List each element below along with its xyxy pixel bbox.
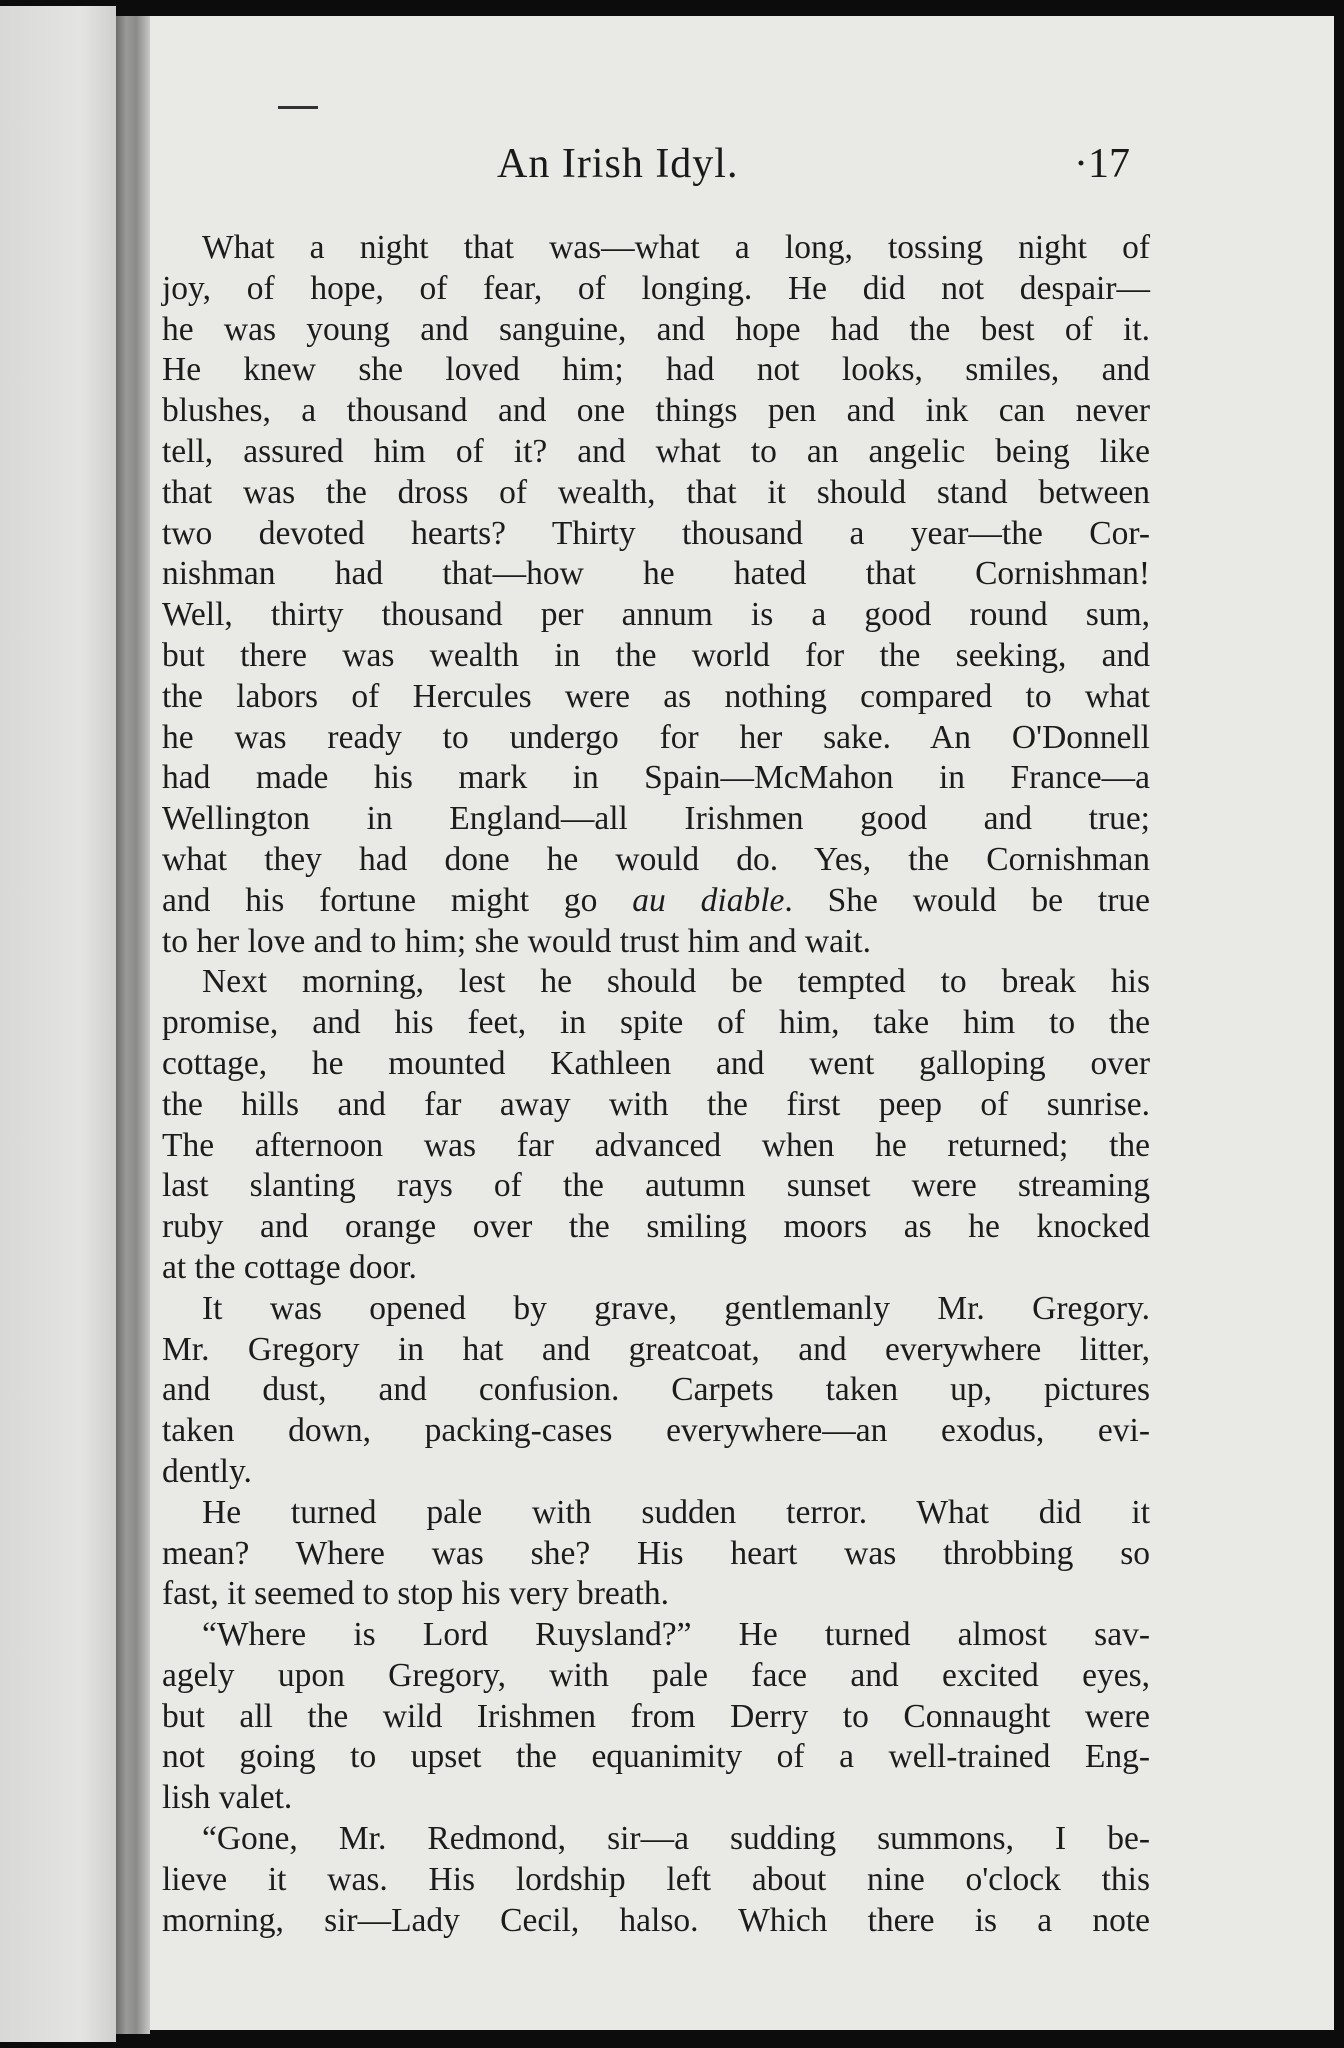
page-header xyxy=(150,140,1150,200)
text-line: but there was wealth in the world for the seeking, and xyxy=(162,636,1150,674)
body-text xyxy=(162,228,1150,1941)
text-line: Well, thirty thousand per annum is a good round sum, xyxy=(162,596,1150,634)
text-line: “Gone, Mr. Redmond, sir—a sudding summons, I be- xyxy=(202,1820,1150,1858)
text-line: tell, assured him of it? and what to an angelic being like xyxy=(162,432,1150,470)
text-line: what they had done he would do. Yes, the Cornishman xyxy=(162,840,1150,878)
text-line-mixed xyxy=(162,881,1150,922)
text-line: Wellington in England—all Irishmen good and true; xyxy=(162,800,1150,838)
text-line: He turned pale with sudden terror. What did it xyxy=(202,1493,1150,1531)
text-line: lish valet. xyxy=(162,1779,293,1817)
paragraph-1 xyxy=(162,228,1150,962)
text-line: he was young and sanguine, and hope had the best of it. xyxy=(162,310,1150,348)
text-line: two devoted hearts? Thirty thousand a year—the Cor- xyxy=(162,514,1150,552)
text-line: mean? Where was she? His heart was throbbing so xyxy=(162,1534,1150,1572)
paragraph-5 xyxy=(162,1615,1150,1819)
running-title: An Irish Idyl. xyxy=(497,141,739,187)
text-line: that was the dross of wealth, that it should stand between xyxy=(162,473,1150,511)
text-line: nishman had that—how he hated that Cornishman! xyxy=(162,555,1150,593)
text-line: not going to upset the equanimity of a well-trained Eng- xyxy=(162,1738,1150,1776)
text-line: blushes, a thousand and one things pen and ink can never xyxy=(162,392,1150,430)
paragraph-4 xyxy=(162,1493,1150,1615)
text-line: last slanting rays of the autumn sunset were streaming xyxy=(162,1167,1150,1205)
text-line: He knew she loved him; had not looks, smiles, and xyxy=(162,351,1150,389)
book-gutter xyxy=(116,16,150,2034)
text-line: cottage, he mounted Kathleen and went galloping over xyxy=(162,1044,1150,1082)
italic-phrase: au diable xyxy=(632,881,785,919)
text-line: Mr. Gregory in hat and greatcoat, and everywhere litter, xyxy=(162,1330,1150,1368)
text-line: “Where is Lord Ruysland?” He turned almost sav- xyxy=(202,1616,1150,1654)
text-segment: . She would be true xyxy=(784,881,1151,919)
text-line: but all the wild Irishmen from Derry to Connaught were xyxy=(162,1697,1150,1735)
text-line: promise, and his feet, in spite of him, take him to the xyxy=(162,1004,1150,1042)
text-segment: and his fortune might go xyxy=(162,881,633,919)
text-line: What a night that was—what a long, tossing night of xyxy=(202,229,1150,266)
text-line: he was ready to undergo for her sake. An O'Donnell xyxy=(162,718,1150,756)
text-line: the hills and far away with the first peep of sunrise. xyxy=(162,1085,1150,1123)
header-dash xyxy=(278,106,318,109)
text-line: dently. xyxy=(162,1452,252,1490)
text-line: The afternoon was far advanced when he returned; the xyxy=(162,1126,1150,1164)
text-line: It was opened by grave, gentlemanly Mr. Gregory. xyxy=(202,1289,1150,1327)
text-line: Next morning, lest he should be tempted to break his xyxy=(202,963,1150,1001)
paragraph-6 xyxy=(162,1819,1150,1941)
text-line: lieve it was. His lordship left about nine o'clock this xyxy=(162,1860,1150,1898)
text-line: the labors of Hercules were as nothing compared to what xyxy=(162,677,1150,715)
text-line: had made his mark in Spain—McMahon in France—a xyxy=(162,759,1150,797)
left-page-edge xyxy=(0,6,116,2042)
text-line: fast, it seemed to stop his very breath. xyxy=(162,1575,670,1613)
text-line: morning, sir—Lady Cecil, halso. Which there is a note xyxy=(162,1901,1150,1939)
text-line: at the cottage door. xyxy=(162,1248,417,1286)
text-line: agely upon Gregory, with pale face and excited eyes, xyxy=(162,1656,1150,1694)
text-line: and dust, and confusion. Carpets taken up, pictures xyxy=(162,1371,1150,1409)
text-line: taken down, packing-cases everywhere—an exodus, evi- xyxy=(162,1412,1150,1450)
text-line: ruby and orange over the smiling moors as he knocked xyxy=(162,1208,1150,1246)
text-line: to her love and to him; she would trust him and wait. xyxy=(162,922,871,960)
paragraph-3 xyxy=(162,1289,1150,1493)
text-line: joy, of hope, of fear, of longing. He did not despair— xyxy=(162,269,1150,307)
paragraph-2 xyxy=(162,962,1150,1288)
page-number: ·17 xyxy=(1074,141,1130,187)
